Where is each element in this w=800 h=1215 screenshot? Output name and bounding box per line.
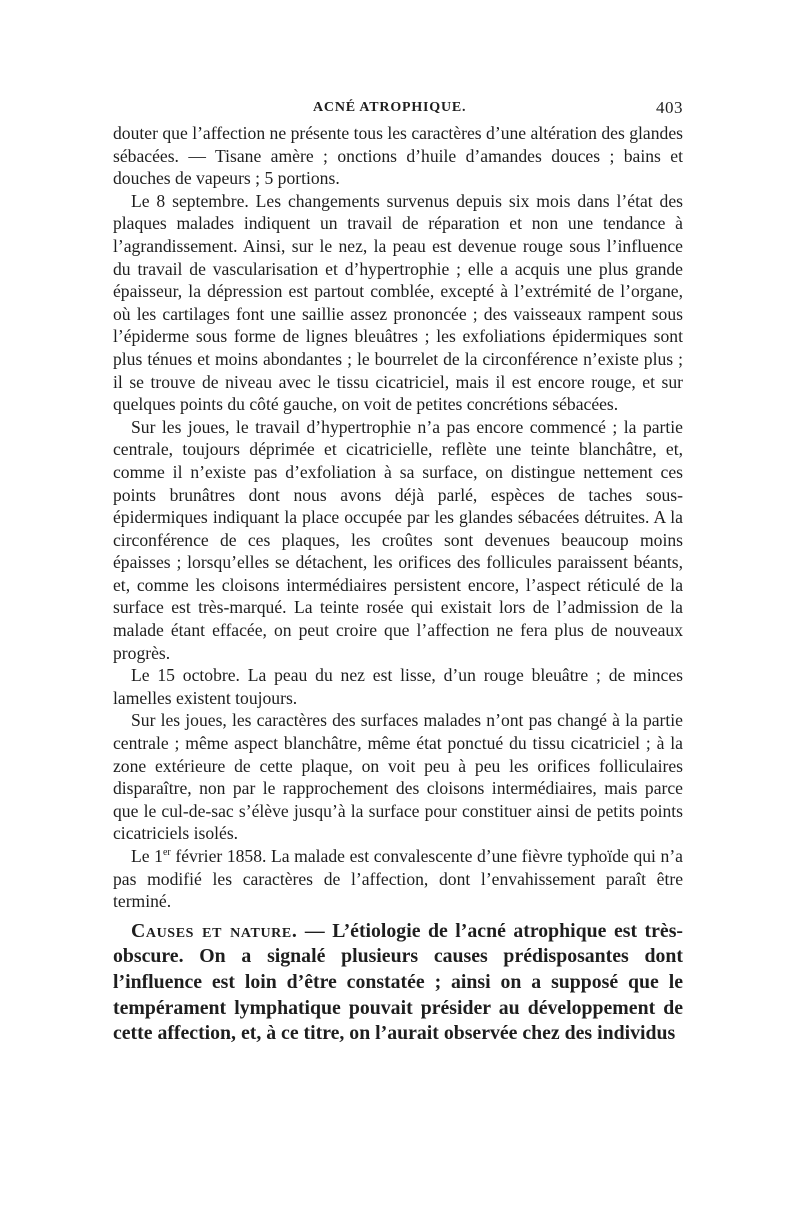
section-causes-et-nature <box>113 919 683 1047</box>
ordinal-superscript: er <box>162 847 171 859</box>
page-number: 403 <box>656 98 683 117</box>
section-text: — L’étiologie de l’acné atrophique est très-obscure. On a signalé plusieurs causes prédisposantes dont l’influence est loin d’être constatée ; ainsi on a supposé que le tempérament lymphatique pouvait présider au développement de cette affection, et, à ce titre, on l’aurait observée chez des individus <box>113 919 683 1045</box>
paragraph-joues: Sur les joues, le travail d’hypertrophie n’a pas encore commencé ; la partie centrale, toujours déprimée et cicatricielle, reflète une teinte blanchâtre, et, comme il n’existe pas d’exfoliation à sa surface, on distingue nettement ces points brunâtres dont nous avons déjà parlé, espèces de taches sous-épidermiques indiquant la place occupée par les glandes sébacées détruites. A la circonférence de ces plaques, les croûtes sont devenues beaucoup moins épaisses ; lorsqu’elles se détachent, les orifices des follicules paraissent béants, et, comme les cloisons intermédiaires persistent encore, l’aspect réticulé de la surface est très-marqué. La teinte rosée qui existait lors de l’admission de la malade étant effacée, on peut croire que l’affection ne fera plus de nouveaux progrès. <box>113 416 683 663</box>
running-title: ACNÉ ATROPHIQUE. <box>313 100 467 115</box>
date-prefix: Le 1 <box>131 846 163 866</box>
paragraph-15-octobre: Le 15 octobre. La peau du nez est lisse, d’un rouge bleuâtre ; de minces lamelles existent toujours. <box>113 665 683 708</box>
book-page <box>113 96 683 1047</box>
paragraph-continuation: douter que l’affection ne présente tous les caractères d’une altération des glandes sébacées. — Tisane amère ; onctions d’huile d’amandes douces ; bains et douches de vapeurs ; 5 portions. <box>113 123 683 189</box>
paragraph-joues-suite: Sur les joues, les caractères des surfaces malades n’ont pas changé à la partie centrale ; même aspect blanchâtre, même état ponctué du tissu cicatriciel ; à la zone extérieure de cette plaque, on voit peu à peu les orifices folliculaires disparaître, non par le rapprochement des cloisons intermédiaires, mais parce que le cul-de-sac s’élève jusqu’à la surface pour constituer ainsi de petits points cicatriciels isolés. <box>113 710 683 844</box>
body-text <box>113 122 683 913</box>
paragraph-8-septembre: Le 8 septembre. Les changements survenus depuis six mois dans l’état des plaques malades indiquent un travail de réparation et non une tendance à l’agrandissement. Ainsi, sur le nez, la peau est devenue rouge sous l’influence du travail de vascularisation et d’hypertrophie ; elle a acquis une plus grande épaisseur, la dépression est partout comblée, excepté à l’extrémité de l’organe, où les cartilages font une saillie assez prononcée ; des vaisseaux rampent sous l’épiderme sous forme de lignes bleuâtres ; les exfoliations épidermiques sont plus ténues et moins abondantes ; le bourrelet de la circonférence n’existe plus ; il se trouve de niveau avec le tissu cicatriciel, mais il est encore rouge, et sur quelques points du côté gauche, on voit de petites concrétions sébacées. <box>113 190 683 415</box>
section-paragraph <box>113 919 683 1047</box>
running-head <box>113 96 683 122</box>
paragraph-fevrier-1858 <box>113 845 683 913</box>
date-paragraph-text: février 1858. La malade est convalescente d’une fièvre typhoïde qui n’a pas modifié les caractères de l’affection, dont l’envahissement paraît être terminé. <box>113 846 683 912</box>
section-title: Causes et nature. <box>131 919 298 942</box>
